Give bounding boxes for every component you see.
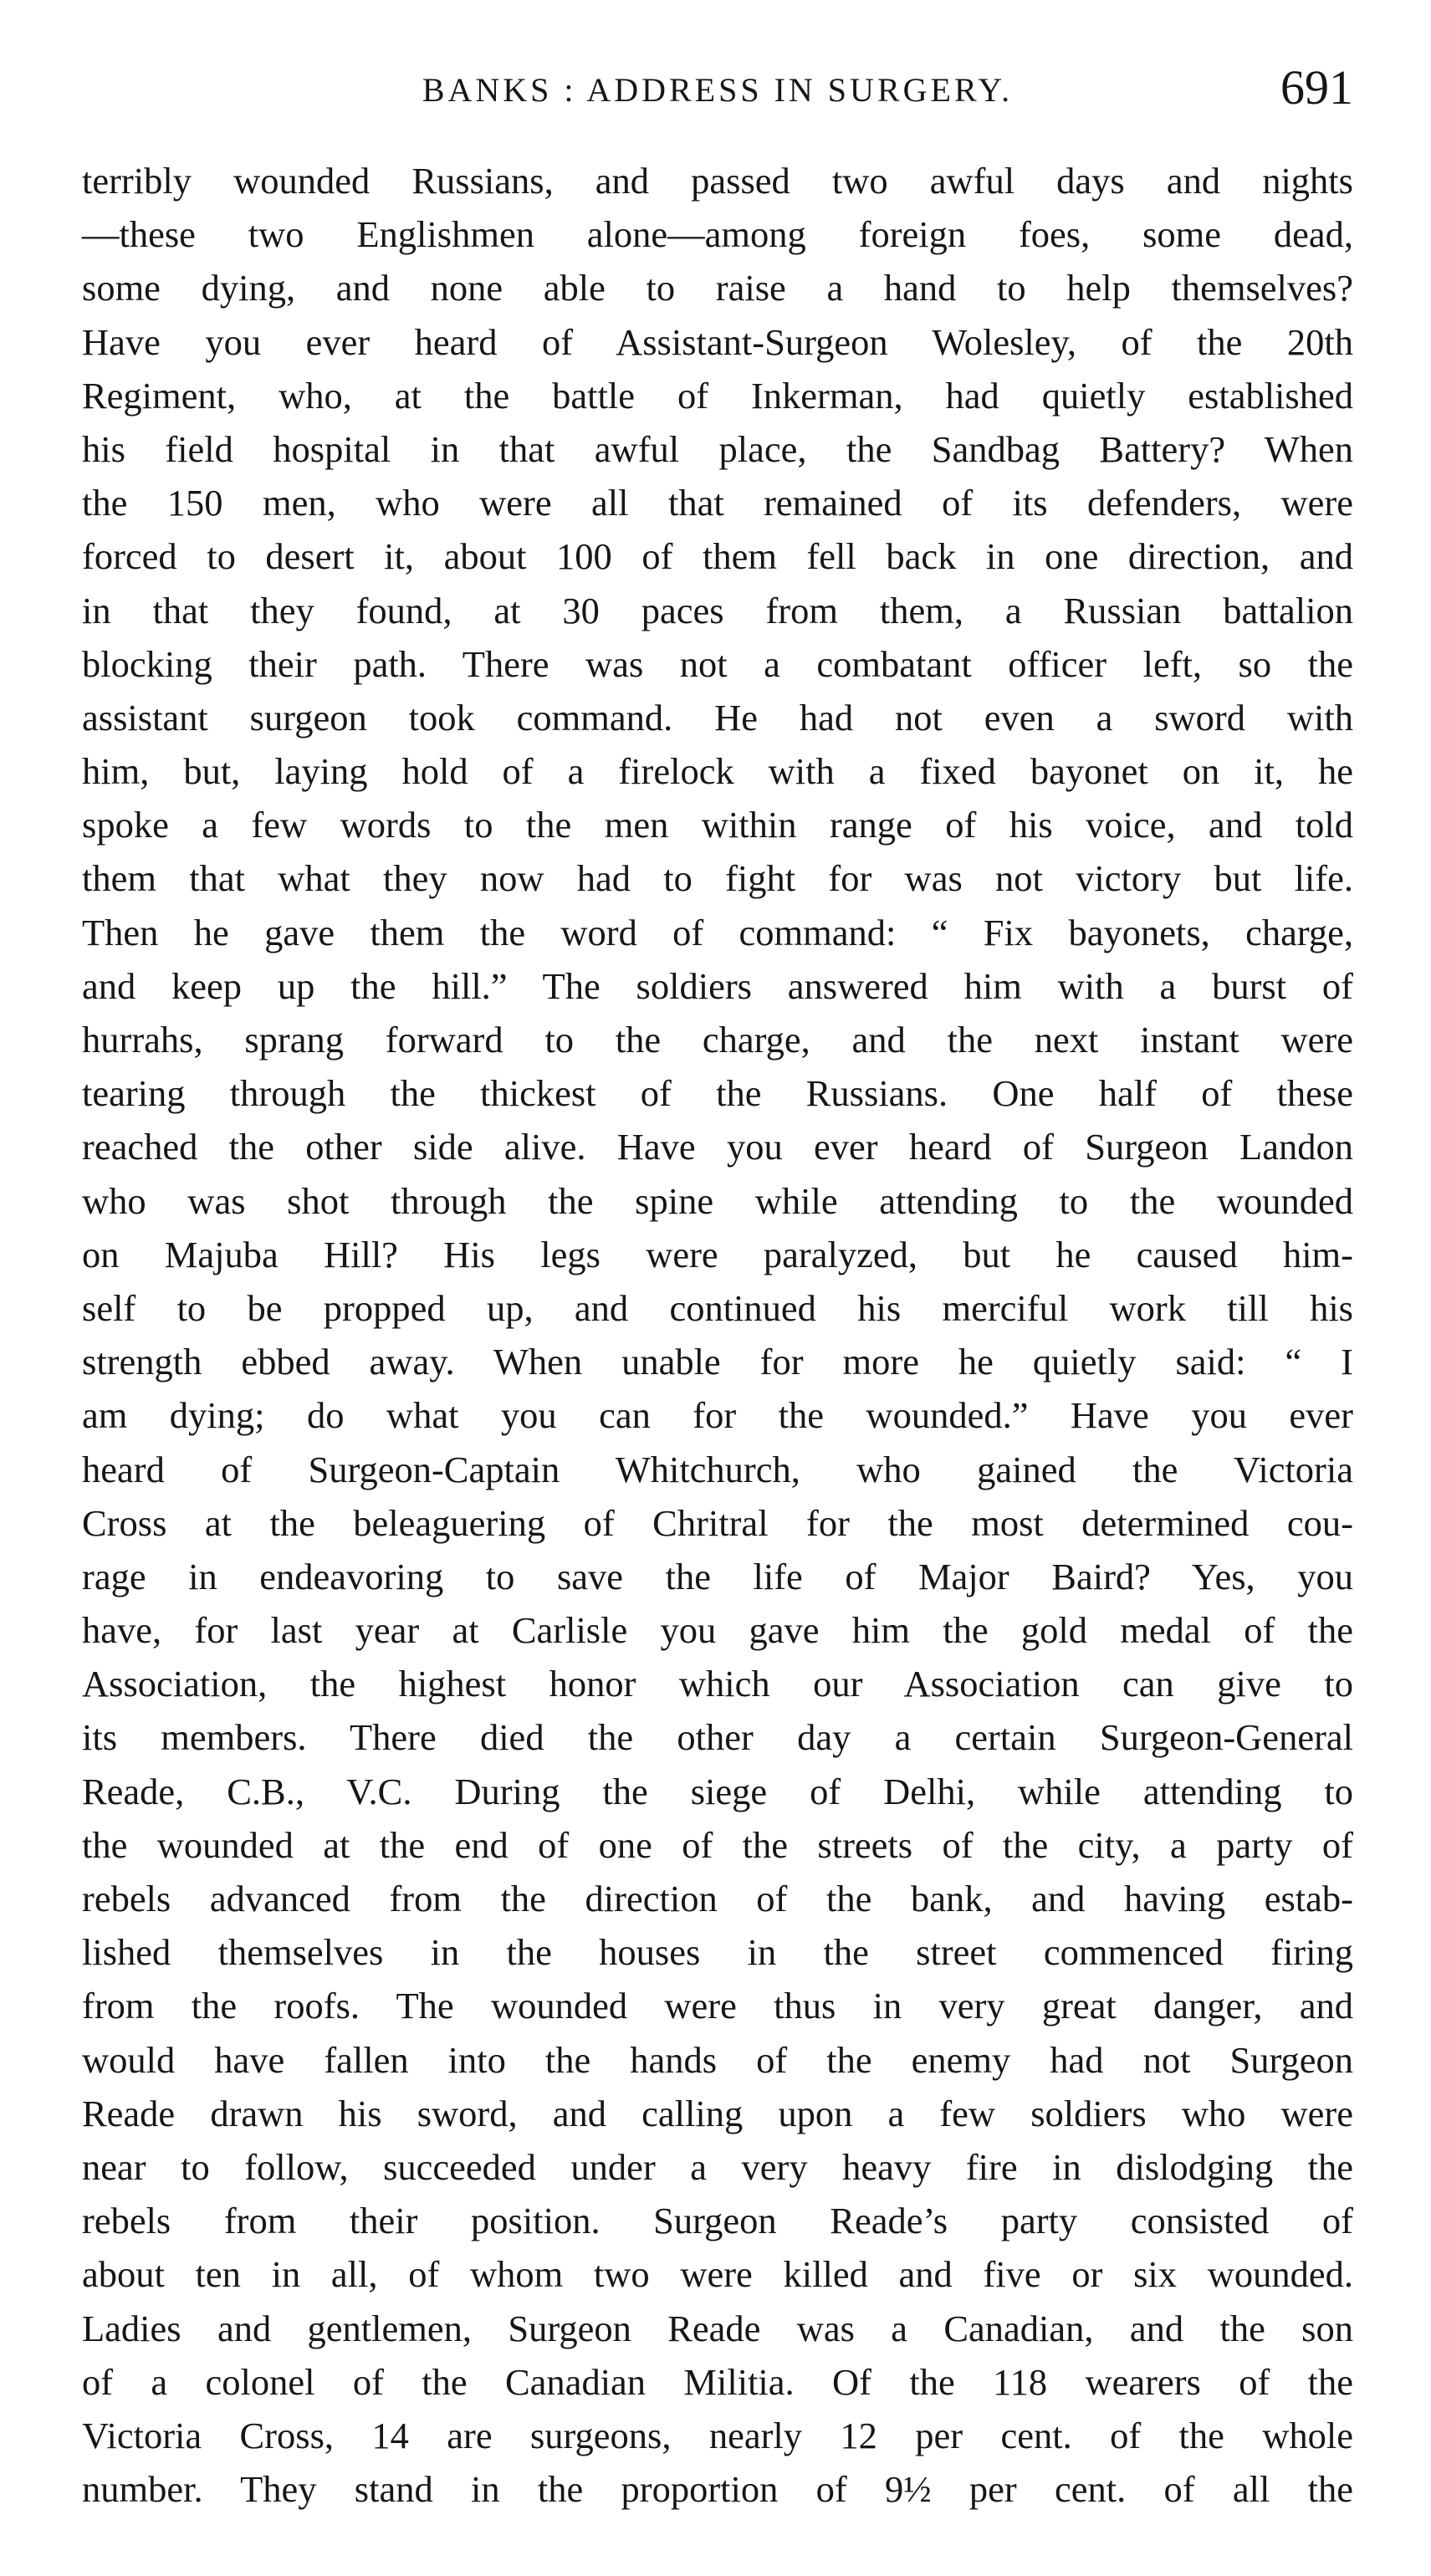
text-line: the wounded at the end of one of the streets of the city, a party of bbox=[82, 1823, 1353, 1866]
text-line: lished themselves in the houses in the street commenced firing bbox=[82, 1931, 1353, 1974]
text-line: Association, the highest honor which our Association can give to bbox=[82, 1663, 1353, 1705]
page-number: 691 bbox=[1280, 60, 1353, 115]
text-line: in that they found, at 30 paces from them, a Russian battalion bbox=[82, 589, 1353, 631]
text-line: Regiment, who, at the battle of Inkerman, had quietly established bbox=[82, 374, 1353, 417]
text-line: about ten in all, of whom two were killed and five or six wounded. bbox=[82, 2253, 1353, 2296]
text-line: forced to desert it, about 100 of them fell back in one direction, and bbox=[82, 535, 1353, 578]
text-line: its members. There died the other day a certain Surgeon-General bbox=[82, 1716, 1353, 1759]
text-line: some dying, and none able to raise a hand to help themselves? bbox=[82, 267, 1353, 309]
text-line: —these two Englishmen alone—among foreign foes, some dead, bbox=[82, 213, 1353, 256]
text-line: hurrahs, sprang forward to the charge, and the next instant were bbox=[82, 1019, 1353, 1061]
text-line: on Majuba Hill? His legs were paralyzed, but he caused him- bbox=[82, 1233, 1353, 1275]
text-line: rebels from their position. Surgeon Reade’s party consisted of bbox=[82, 2200, 1353, 2242]
text-line: am dying; do what you can for the wounded.” Have you ever bbox=[82, 1394, 1353, 1437]
text-line: who was shot through the spine while attending to the wounded bbox=[82, 1179, 1353, 1222]
body-text bbox=[82, 154, 1353, 2516]
text-line: spoke a few words to the men within range of his voice, and told bbox=[82, 804, 1353, 846]
running-title: BANKS : ADDRESS IN SURGERY. bbox=[422, 71, 1014, 109]
text-line: Reade drawn his sword, and calling upon a few soldiers who were bbox=[82, 2092, 1353, 2134]
text-line: heard of Surgeon-Captain Whitchurch, who gained the Victoria bbox=[82, 1448, 1353, 1490]
text-line: blocking their path. There was not a combatant officer left, so the bbox=[82, 642, 1353, 685]
text-line: assistant surgeon took command. He had not even a sword with bbox=[82, 696, 1353, 739]
text-line: have, for last year at Carlisle you gave him the gold medal of the bbox=[82, 1609, 1353, 1652]
text-line: Ladies and gentlemen, Surgeon Reade was a Canadian, and the son bbox=[82, 2307, 1353, 2349]
text-line: strength ebbed away. When unable for more he quietly said: “ I bbox=[82, 1341, 1353, 1383]
text-line: near to follow, succeeded under a very heavy fire in dislodging the bbox=[82, 2145, 1353, 2188]
text-line: the 150 men, who were all that remained of its defenders, were bbox=[82, 482, 1353, 524]
text-line: tearing through the thickest of the Russians. One half of these bbox=[82, 1072, 1353, 1115]
text-line: his field hospital in that awful place, the Sandbag Battery? When bbox=[82, 427, 1353, 470]
text-line: Reade, C.B., V.C. During the siege of Delhi, while attending to bbox=[82, 1770, 1353, 1812]
text-line: would have fallen into the hands of the enemy had not Surgeon bbox=[82, 2038, 1353, 2081]
text-line: rage in endeavoring to save the life of Major Baird? Yes, you bbox=[82, 1555, 1353, 1597]
text-line: from the roofs. The wounded were thus in very great danger, and bbox=[82, 1985, 1353, 2027]
text-line: of a colonel of the Canadian Militia. Of the 118 wearers of the bbox=[82, 2360, 1353, 2403]
text-line: them that what they now had to fight for was not victory but life. bbox=[82, 857, 1353, 900]
text-line: terribly wounded Russians, and passed two awful days and nights bbox=[82, 160, 1353, 202]
text-line: and keep up the hill.” The soldiers answered him with a burst of bbox=[82, 964, 1353, 1007]
text-line: number. They stand in the proportion of 9½ per cent. of all the bbox=[82, 2468, 1353, 2511]
text-line: Have you ever heard of Assistant-Surgeon Wolesley, of the 20th bbox=[82, 320, 1353, 363]
running-head bbox=[82, 59, 1353, 122]
text-line: self to be propped up, and continued his merciful work till his bbox=[82, 1286, 1353, 1329]
text-line: Cross at the beleaguering of Chritral for the most determined cou- bbox=[82, 1501, 1353, 1544]
text-line: Then he gave them the word of command: “ Fix bayonets, charge, bbox=[82, 911, 1353, 953]
text-line: Victoria Cross, 14 are surgeons, nearly 12 per cent. of the whole bbox=[82, 2414, 1353, 2456]
text-line: him, but, laying hold of a firelock with a fixed bayonet on it, he bbox=[82, 750, 1353, 793]
text-line: reached the other side alive. Have you ever heard of Surgeon Landon bbox=[82, 1126, 1353, 1168]
text-line: rebels advanced from the direction of the bank, and having estab- bbox=[82, 1878, 1353, 1919]
